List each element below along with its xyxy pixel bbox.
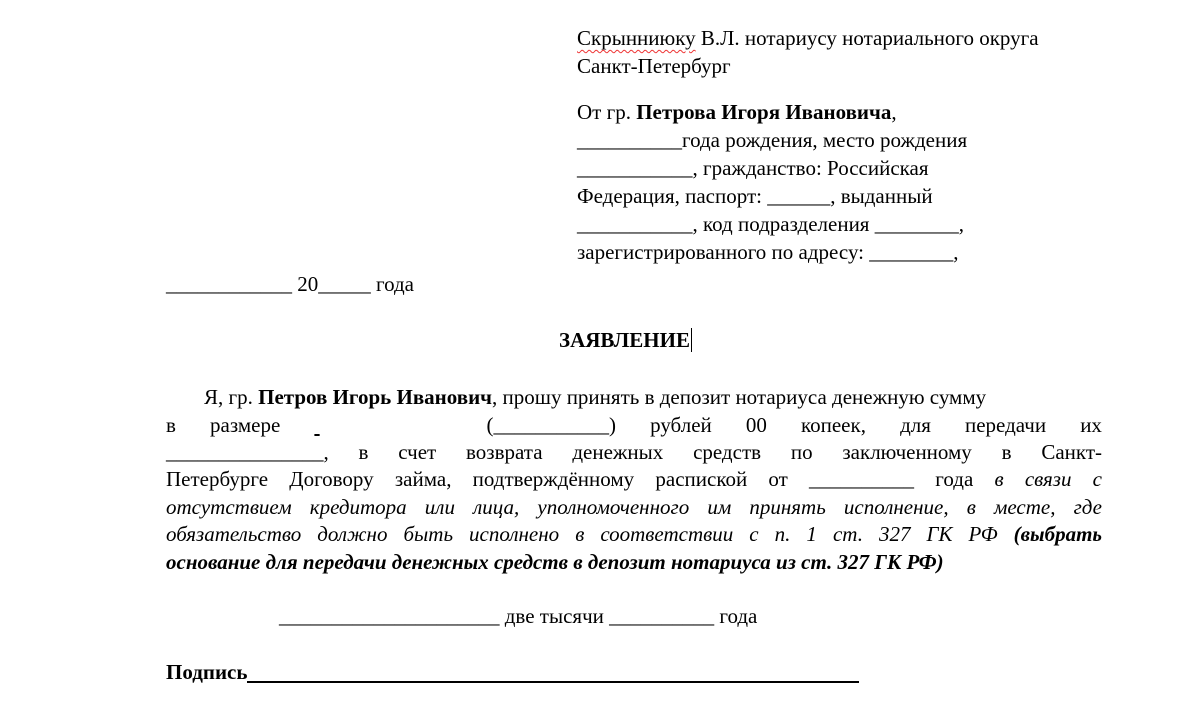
- body-line-3: _______________, в счет возврата денежных средств по заключенному в Санкт-: [166, 440, 1102, 464]
- body-line-6-italic: обязательство должно быть исполнено в соответствии с п. 1 ст. 327 ГК РФ: [166, 522, 1014, 546]
- applicant-name: Петрова Игоря Ивановича: [636, 100, 892, 124]
- applicant-line: [577, 98, 1107, 126]
- text-cursor: [691, 328, 692, 352]
- address-line: зарегистрированного по адресу: ________,: [577, 240, 959, 264]
- word: для: [900, 413, 931, 437]
- body-line-4: [166, 465, 1102, 493]
- signature-label: Подпись: [166, 660, 248, 684]
- document-title: [559, 328, 692, 353]
- word: размере: [210, 413, 281, 437]
- body-line-6: [166, 520, 1102, 548]
- citizenship-line: ___________, гражданство: Российская: [577, 156, 929, 180]
- signature-date: _____________________ две тысячи __________ года: [279, 604, 758, 628]
- body-line-4-italic: в связи с: [994, 467, 1102, 491]
- word: передачи: [965, 413, 1047, 437]
- addressee-line-1: [577, 24, 1107, 52]
- title-text: ЗАЯВЛЕНИЕ: [559, 328, 690, 352]
- birth-line: __________года рождения, место рождения: [577, 128, 968, 152]
- applicant-suffix: ,: [891, 100, 897, 124]
- addressee-title: В.Л. нотариусу нотариального округа: [695, 26, 1039, 50]
- addressee-city: Санкт-Петербург: [577, 54, 731, 78]
- misspelled-surname[interactable]: Скрынниюку: [577, 26, 696, 50]
- body-applicant-name: Петров Игорь Иванович: [258, 385, 493, 409]
- word: в: [166, 413, 176, 437]
- document-date: ____________ 20_____ года: [166, 272, 414, 296]
- addressee-block: [577, 24, 1107, 266]
- body-line-6-bold-italic: (выбрать: [1013, 522, 1102, 546]
- body-line-5: отсутствием кредитора или лица, уполномоченного им принять исполнение, в месте, где: [166, 495, 1102, 519]
- division-code-line: ___________, код подразделения ________,: [577, 212, 964, 236]
- amount-blank[interactable]: [314, 411, 452, 439]
- body-prefix: Я, гр.: [204, 385, 259, 409]
- body-line-4-text: Петербурге Договору займа, подтверждённому распиской от __________ года: [166, 467, 995, 491]
- word: 00: [745, 413, 767, 437]
- body-line-7: основание для передачи денежных средств в депозит нотариуса из ст. 327 ГК РФ): [166, 550, 944, 574]
- passport-line: Федерация, паспорт: ______, выданный: [577, 184, 933, 208]
- word: копеек,: [800, 413, 866, 437]
- signature-line[interactable]: [247, 659, 859, 683]
- signature-block: [166, 659, 859, 685]
- amount-words-blank: (___________): [486, 413, 616, 437]
- body-line-1: [204, 383, 1102, 411]
- body-line-2: [166, 411, 1102, 439]
- body-line-1-rest: , прошу принять в депозит нотариуса денежную сумму: [492, 385, 987, 409]
- word: их: [1080, 413, 1102, 437]
- word: рублей: [650, 413, 712, 437]
- applicant-prefix: От гр.: [577, 100, 637, 124]
